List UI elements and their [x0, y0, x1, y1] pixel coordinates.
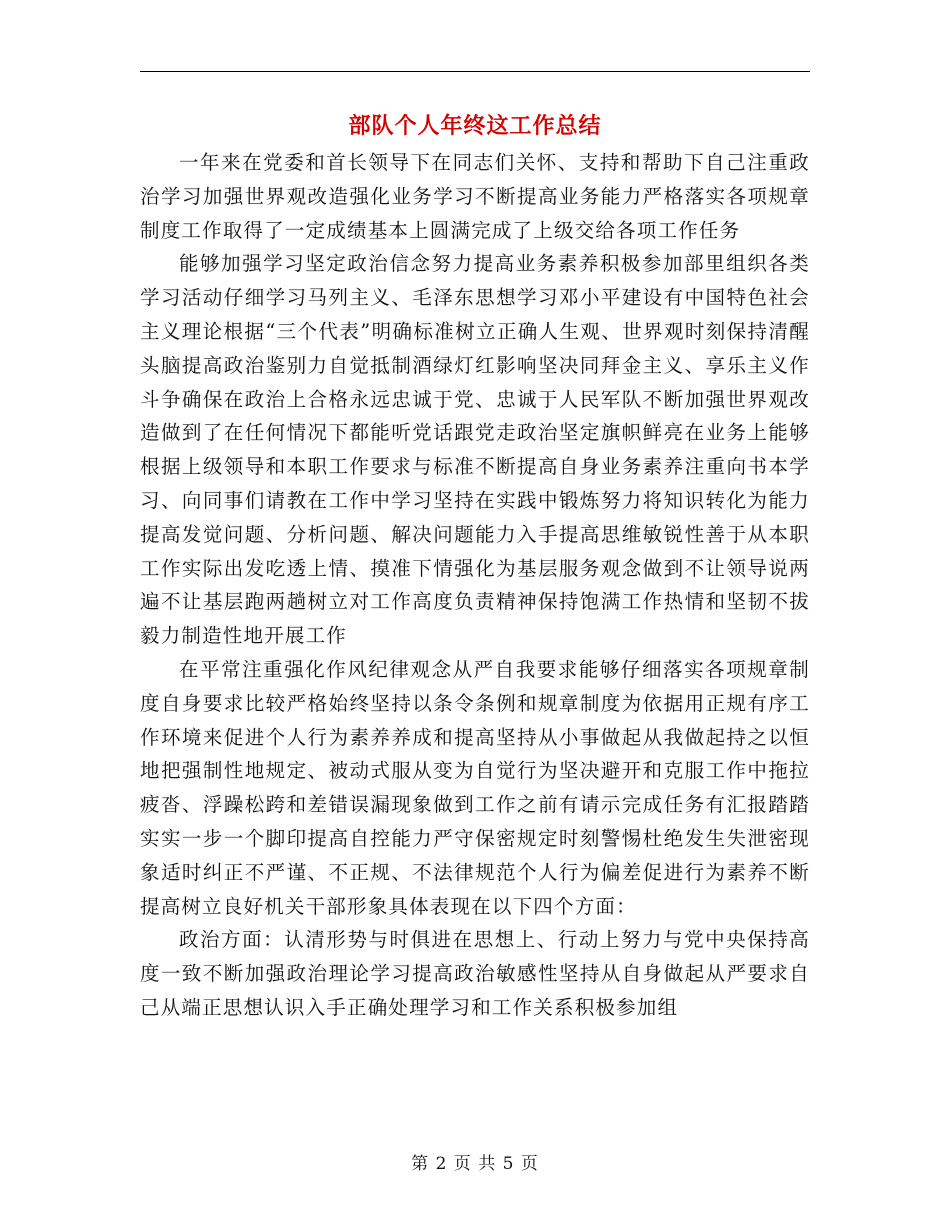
paragraph-2: 能够加强学习坚定政治信念努力提高业务素养积极参加部里组织各类学习活动仔细学习马列主义、毛泽东思想学习邓小平建设有中国特色社会主义理论根据“三个代表”明确标准树立正确人生观、世界观时刻保持清醒头脑提高政治鉴别力自觉抵制酒绿灯红影响坚决同拜金主义、享乐主义作斗争确保在政治上合格永远忠诚于党、忠诚于人民军队不断加强世界观改造做到了在任何情况下都能听党话跟党走政治坚定旗帜鲜亮在业务上能够根据上级领导和本职工作要求与标准不断提高自身业务素养注重向书本学习、向同事们请教在工作中学习坚持在实践中锻炼努力将知识转化为能力提高发觉问题、分析问题、解决问题能力入手提高思维敏锐性善于从本职工作实际出发吃透上情、摸准下情强化为基层服务观念做到不让领导说两遍不让基层跑两趟树立对工作高度负责精神保持饱满工作热情和坚韧不拔毅力制造性地开展工作 — [140, 252, 810, 648]
header-rule — [140, 71, 810, 72]
paragraph-4: 政治方面：认清形势与时俱进在思想上、行动上努力与党中央保持高度一致不断加强政治理论学习提高政治敏感性坚持从自身做起从严要求自己从端正思想认识入手正确处理学习和工作关系积极参加组 — [140, 928, 810, 1019]
document-title: 部队个人年终这工作总结 — [348, 113, 602, 139]
page-prefix: 第 — [411, 1154, 430, 1174]
paragraph-1: 一年来在党委和首长领导下在同志们关怀、支持和帮助下自己注重政治学习加强世界观改造强化业务学习不断提高业务能力严格落实各项规章制度工作取得了一定成绩基本上圆满完成了上级交给各项工作任务 — [140, 151, 810, 242]
page-suffix: 页 — [520, 1154, 539, 1174]
paragraph-3: 在平常注重强化作风纪律观念从严自我要求能够仔细落实各项规章制度自身要求比较严格始终坚持以条令条例和规章制度为依据用正规有序工作环境来促进个人行为素养养成和提高坚持从小事做起从我做起持之以恒地把强制性地规定、被动式服从变为自觉行为坚决避开和克服工作中拖拉疲沓、浮躁松跨和差错误漏现象做到工作之前有请示完成任务有汇报踏踏实实一步一个脚印提高自控能力严守保密规定时刻警惕杜绝发生失泄密现象适时纠正不严谨、不正规、不法律规范个人行为偏差促进行为素养不断提高树立良好机关干部形象具体表现在以下四个方面： — [140, 657, 810, 918]
page-word: 页 — [453, 1154, 472, 1174]
page-footer — [140, 1152, 810, 1176]
current-page-number: 2 — [435, 1154, 448, 1174]
document-body — [140, 146, 810, 1025]
total-pages-number: 5 — [502, 1154, 515, 1174]
total-word: 共 — [478, 1154, 497, 1174]
